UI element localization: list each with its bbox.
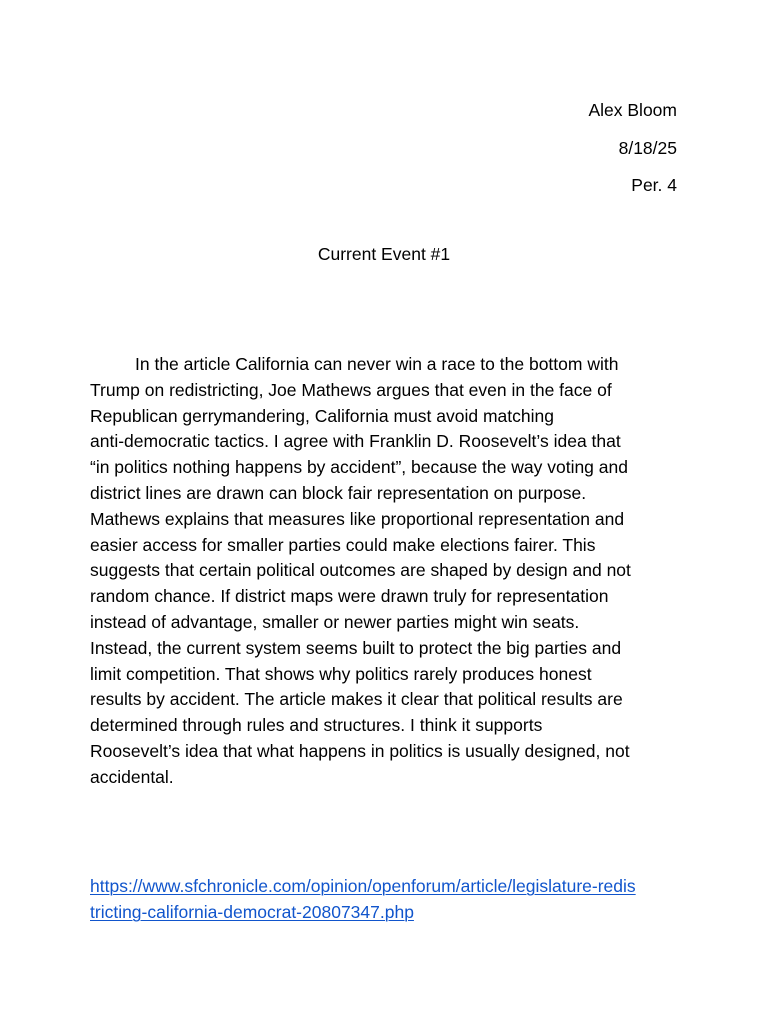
essay-paragraph bbox=[90, 352, 690, 791]
assignment-date: 8/18/25 bbox=[618, 137, 677, 158]
paragraph-line: accidental. bbox=[90, 766, 174, 787]
paragraph-line: anti-democratic tactics. I agree with Franklin D. Roosevelt’s idea that bbox=[90, 431, 621, 452]
paragraph-line: Roosevelt’s idea that what happens in politics is usually designed, not bbox=[90, 740, 630, 761]
paragraph-line: random chance. If district maps were drawn truly for representation bbox=[90, 586, 609, 607]
class-period: Per. 4 bbox=[631, 175, 677, 195]
document-title: Current Event #1 bbox=[317, 244, 451, 264]
student-name: Alex Bloom bbox=[588, 100, 677, 120]
paragraph-line: Instead, the current system seems built to protect the big parties and bbox=[90, 637, 622, 658]
source-link-line-1[interactable]: https://www.sfchronicle.com/opinion/openforum/article/legislature-redis bbox=[90, 876, 636, 896]
paragraph-line: determined through rules and structures. I think it supports bbox=[90, 715, 543, 736]
paragraph-line: instead of advantage, smaller or newer parties might win seats. bbox=[90, 611, 580, 632]
paragraph-line: Republican gerrymandering, California must avoid matching bbox=[90, 405, 554, 426]
paragraph-line: suggests that certain political outcomes are shaped by design and not bbox=[90, 560, 631, 581]
paragraph-line: In the article California can never win a race to the bottom with bbox=[135, 354, 619, 374]
paragraph-line: limit competition. That shows why politics rarely produces honest bbox=[90, 663, 592, 684]
paragraph-line: Mathews explains that measures like proportional representation and bbox=[90, 508, 625, 529]
paragraph-line: Trump on redistricting, Joe Mathews argues that even in the face of bbox=[90, 379, 612, 400]
paragraph-line: “in politics nothing happens by accident”, because the way voting and bbox=[90, 457, 628, 478]
paragraph-line: district lines are drawn can block fair representation on purpose. bbox=[90, 482, 587, 503]
source-link-line-2[interactable]: tricting-california-democrat-20807347.php bbox=[90, 901, 414, 922]
source-link[interactable] bbox=[90, 874, 636, 926]
student-header bbox=[588, 92, 677, 205]
paragraph-line: easier access for smaller parties could make elections fairer. This bbox=[90, 534, 596, 555]
paragraph-line: results by accident. The article makes it clear that political results are bbox=[90, 689, 623, 710]
